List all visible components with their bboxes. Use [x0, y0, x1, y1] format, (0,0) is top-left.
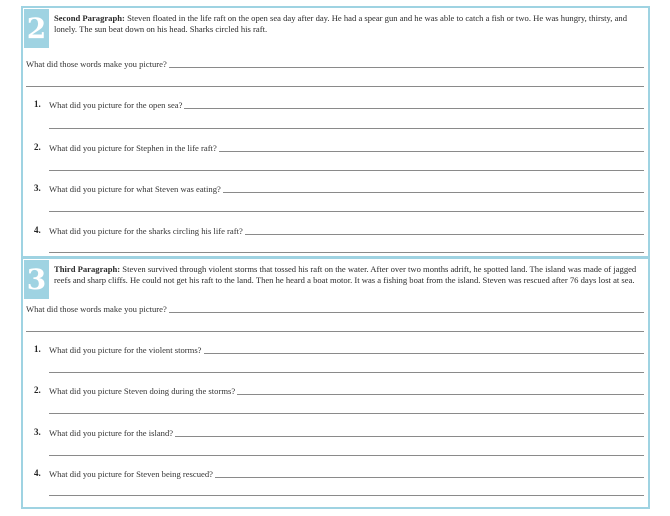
section-third-paragraph — [21, 257, 650, 509]
prompt-label: What did those words make you picture? — [26, 304, 167, 314]
prompt-label: What did those words make you picture? — [26, 59, 167, 69]
paragraph-text — [54, 264, 644, 286]
question-number: 1. — [34, 344, 41, 354]
question-label: What did you picture for the sharks circling his life raft? — [49, 226, 243, 236]
answer-line[interactable] — [49, 252, 644, 253]
question-number: 3. — [34, 183, 41, 193]
answer-line[interactable] — [49, 413, 644, 414]
question-number: 3. — [34, 427, 41, 437]
paragraph-heading: Second Paragraph: — [54, 13, 125, 23]
paragraph-text — [54, 13, 644, 35]
answer-line[interactable] — [26, 331, 644, 332]
question-label: What did you picture for Steven being rescued? — [49, 469, 213, 479]
question-number: 2. — [34, 385, 41, 395]
answer-line[interactable] — [49, 455, 644, 456]
question-label: What did you picture for what Steven was eating? — [49, 184, 221, 194]
question-number: 1. — [34, 99, 41, 109]
question-label: What did you picture for the island? — [49, 428, 174, 438]
answer-line[interactable] — [49, 170, 644, 171]
question-label: What did you picture for the violent storms? — [49, 345, 202, 355]
answer-line[interactable] — [26, 86, 644, 87]
question-label: What did you picture Steven doing during the storms? — [49, 386, 236, 396]
question-label: What did you picture for Stephen in the life raft? — [49, 143, 217, 153]
answer-line[interactable] — [49, 128, 644, 129]
question-number: 4. — [34, 468, 41, 478]
paragraph-body: Steven survived through violent storms that tossed his raft on the water. After over two months adrift, he spotted land. The island was made of jagged reefs and sharp cliffs. He could not get his raft to the land. Then he heard a boat motor. It was a fishing boat from the island. Steven was rescued after 76 days lost at sea. — [54, 264, 637, 285]
question-number: 4. — [34, 225, 41, 235]
answer-line[interactable] — [49, 372, 644, 373]
question-number: 2. — [34, 142, 41, 152]
question-label: What did you picture for the open sea? — [49, 100, 183, 110]
section-number-badge: 2 — [24, 9, 49, 48]
answer-line[interactable] — [49, 495, 644, 496]
paragraph-heading: Third Paragraph: — [54, 264, 121, 274]
section-number-badge: 3 — [24, 260, 49, 299]
paragraph-body: Steven floated in the life raft on the open sea day after day. He had a spear gun and he was able to catch a fish or two. He was hungry, thirsty, and lonely. The sun beat down on his head. Sharks circled his raft. — [54, 13, 627, 34]
answer-line[interactable] — [49, 211, 644, 212]
section-second-paragraph — [21, 6, 650, 258]
